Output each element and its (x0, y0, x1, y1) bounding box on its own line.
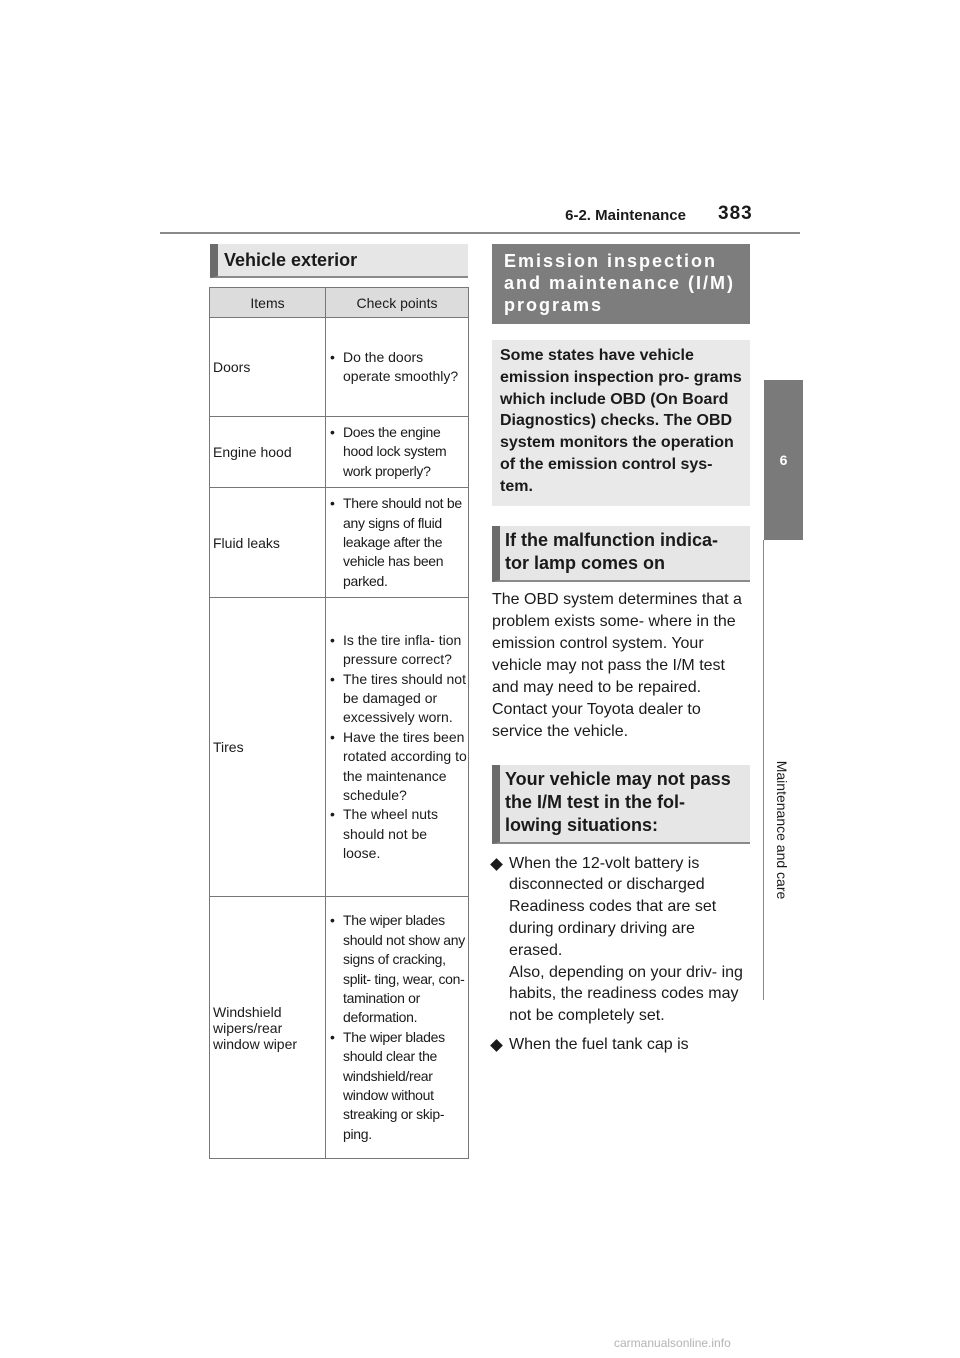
check-point: • Is the tire infla- tion pressure correct? (330, 631, 468, 670)
row-item: Fluid leaks (210, 488, 326, 598)
situation-title: When the fuel tank cap is (509, 1035, 689, 1053)
situations-list (492, 853, 750, 1056)
table-header-row (210, 288, 469, 318)
situation-detail: Also, depending on your driv- ing habits, the readiness codes may not be completely set. (509, 963, 743, 1025)
diamond-bullet-icon (490, 858, 503, 871)
check-point: • Have the tires been rotated according to the maintenance schedule? (330, 728, 468, 806)
row-check-points (326, 417, 469, 488)
row-check-points (326, 598, 469, 897)
table-row (210, 318, 469, 417)
row-item: Doors (210, 318, 326, 417)
situation-detail: Readiness codes that are set during ordinary driving are erased. (509, 898, 717, 959)
chapter-tab-number: 6 (764, 380, 803, 540)
row-check-points (326, 897, 469, 1159)
diamond-bullet-icon (490, 1039, 503, 1052)
watermark: carmanualsonline.info (614, 1336, 731, 1350)
check-point: • Do the doors operate smoothly? (330, 348, 468, 387)
malfunction-body: The OBD system determines that a problem exists some- where in the emission control system. Your vehicle may not pass the I/M test and may need to be repaired. Contact your Toyota dealer to service the vehicle. (492, 590, 742, 740)
row-item: Engine hood (210, 417, 326, 488)
table-row (210, 598, 469, 897)
column-header-items: Items (210, 288, 326, 318)
emission-intro: Some states have vehicle emission inspection pro- grams which include OBD (On Board Diagnostics) checks. The OBD system monitors the operation of the emission control sys- tem. (492, 340, 750, 506)
section-title: 6-2. Maintenance (565, 207, 686, 224)
chapter-tab-label (772, 745, 792, 915)
situation-title: When the 12-volt battery is disconnected or discharged (509, 854, 705, 894)
chapter-tab-line (763, 540, 764, 1000)
row-check-points (326, 488, 469, 598)
table-row (210, 488, 469, 598)
page-number: 383 (718, 203, 753, 224)
check-point: • Does the engine hood lock system work properly? (330, 423, 468, 481)
vehicle-exterior-table (209, 287, 469, 1159)
table-row (210, 897, 469, 1159)
check-point: • There should not be any signs of fluid leakage after the vehicle has been parked. (330, 494, 468, 591)
check-point: • The wheel nuts should not be loose. (330, 805, 468, 863)
chapter-tab-label-text: Maintenance and care (774, 760, 790, 900)
malfunction-heading: If the malfunction indica- tor lamp comes on (492, 526, 750, 582)
table-row (210, 417, 469, 488)
row-check-points (326, 318, 469, 417)
check-point: • The wiper blades should clear the windshield/rear window without streaking or skip- ping. (330, 1028, 468, 1144)
right-column (492, 244, 750, 1063)
situations-heading: Your vehicle may not pass the I/M test in the fol- lowing situations: (492, 765, 750, 844)
header-divider (160, 232, 800, 234)
column-header-check-points: Check points (326, 288, 469, 318)
check-point: • The wiper blades should not show any signs of cracking, split- ting, wear, con- tamination or deformation. (330, 911, 468, 1027)
list-item (492, 1034, 750, 1056)
vehicle-exterior-heading: Vehicle exterior (210, 244, 468, 278)
row-item: Windshield wipers/rear window wiper (210, 897, 326, 1159)
check-point: • The tires should not be damaged or excessively worn. (330, 670, 468, 728)
list-item (492, 853, 750, 1027)
row-item: Tires (210, 598, 326, 897)
emission-heading: Emission inspection and maintenance (I/M) programs (492, 244, 750, 324)
